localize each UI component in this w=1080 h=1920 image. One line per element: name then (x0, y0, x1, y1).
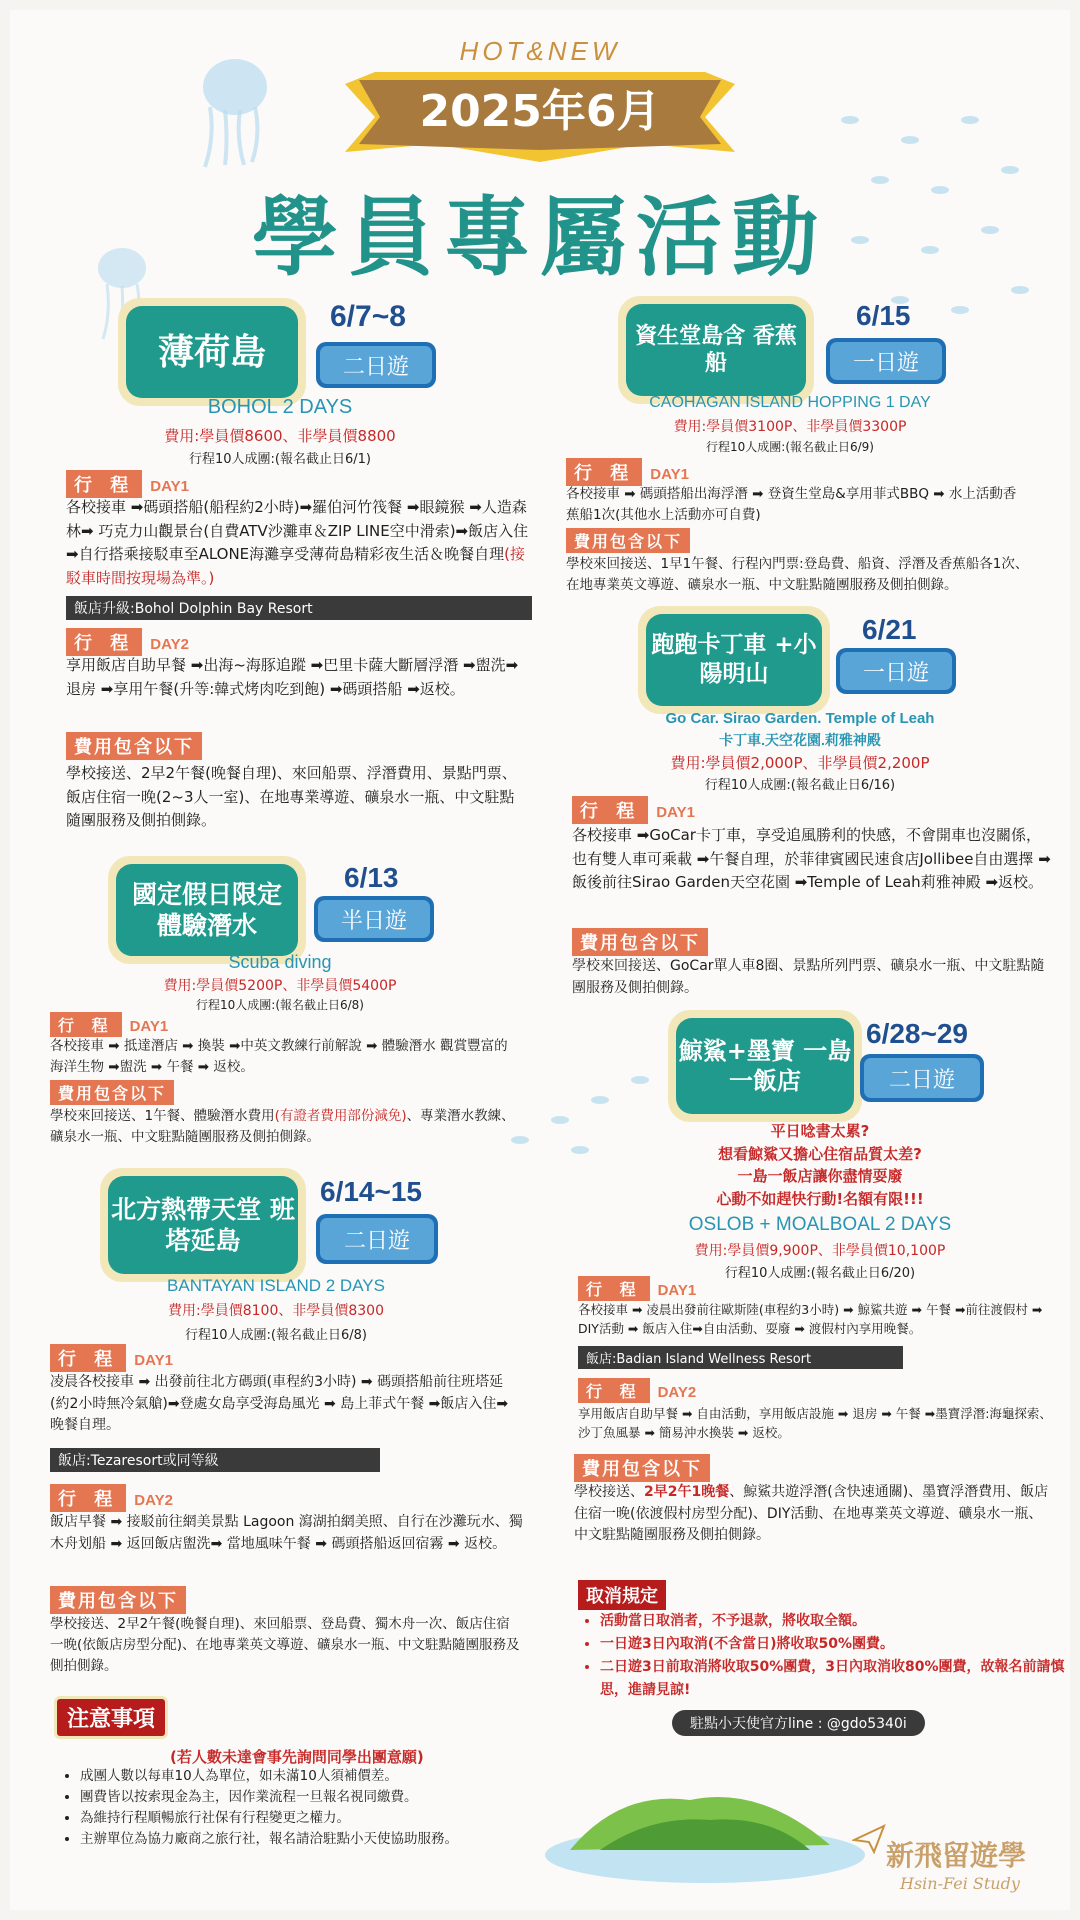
main-title: 學員專屬活動 (252, 188, 828, 288)
activity-note: 行程10人成團:(報名截止日6/8) (185, 1328, 367, 1343)
notice-subtitle: (若人數未達會事先詢問同學出團意願) (170, 1748, 424, 1766)
activity-price: 費用:學員價5200P、非學員價5400P (163, 978, 397, 994)
itinerary-header-day1: 行 程 DAY1 (50, 1012, 168, 1037)
promo-text: 平日唸書太累? 想看鯨鯊又擔心住宿品質太差? 一島一飯店讓你盡情耍廢 心動不如趕快行動!名額有限!!! (716, 1122, 924, 1208)
activity-english-name: BANTAYAN ISLAND 2 DAYS (167, 1276, 385, 1295)
activity-name: 國定假日限定 體驗潛水 (116, 864, 298, 956)
activity-name: 資生堂島含 香蕉船 (626, 304, 806, 396)
activity-english-name: OSLOB + MOALBOAL 2 DAYS (688, 1214, 952, 1235)
list-item: • 為維持行程順暢旅行社保有行程變更之權力。 (80, 1808, 580, 1829)
fee-details: 學校接送、2早2午1晚餐、鯨鯊共遊浮潛(含快速通關)、墨寶浮潛費用、飯店住宿一晚(依渡假村房型分配)、DIY活動、在地專業英文導遊、礦泉水一瓶、中文駐點隨團服務及側拍側錄。 (574, 1484, 1049, 1544)
itinerary-header-day1: 行 程 DAY1 (50, 1344, 173, 1372)
hot-new-label: HOT&NEW (459, 36, 621, 66)
activity-price: 費用:學員價3100P、非學員價3300P (673, 419, 907, 435)
jellyfish-illustration (190, 52, 280, 172)
activity-badge-scuba (108, 856, 306, 964)
list-item: • 團費皆以按索現金為主，因作業流程一旦報名視同繳費。 (80, 1787, 580, 1808)
itinerary-header-day2: 行 程 DAY2 (578, 1378, 696, 1403)
brand-english: Hsin-Fei Study (900, 1874, 1020, 1893)
list-item: • 主辦單位為協力廠商之旅行社，報名請洽駐點小天使協助服務。 (80, 1829, 580, 1850)
itinerary-header-day2: 行 程 DAY2 (66, 628, 189, 656)
activity-english-name: Go Car. Sirao Garden. Temple of Leah (665, 710, 935, 727)
month-title: 2025年6月 (419, 86, 661, 137)
activity-date: 6/7~8 (330, 300, 406, 333)
list-item: • 活動當日取消者，不予退款，將收取全額。 (600, 1610, 1080, 1633)
hotel-bar: 飯店升級:Bohol Dolphin Bay Resort (66, 596, 532, 620)
list-item: • 成團人數以每車10人為單位，如未滿10人須補價差。 (80, 1766, 580, 1787)
fee-header: 費用包含以下 (66, 732, 202, 760)
activity-english-name: CAOHAGAN ISLAND HOPPING 1 DAY (649, 394, 931, 411)
itinerary-tag: 行 程 (66, 470, 142, 498)
activity-name: 薄荷島 (126, 306, 298, 398)
day1-itinerary: 各校接車 ➡碼頭搭船(船程約2小時)➡羅伯河竹筏餐 ➡眼鏡猴 ➡人造森林➡ 巧克力山觀景台(自費ATV沙灘車＆ZIP LINE空中滑索)➡飯店入住 ➡自行搭乘接駁車至ALONE海灘享受薄荷島精彩夜生活＆晚餐自理(接駁車時間按現場為準。) (66, 498, 529, 588)
activity-date: 6/15 (856, 300, 911, 331)
line-id-pill: 駐點小天使官方line : @gdo5340i (672, 1710, 925, 1736)
day2-itinerary: 享用飯店自助早餐 ➡出海~海豚追蹤 ➡巴里卡薩大斷層浮潛 ➡盥洗➡ 退房 ➡享用午餐(升等:韓式烤肉吃到飽) ➡碼頭搭船 ➡返校。 (66, 656, 519, 698)
activity-name: 鯨鯊+墨寶 一島一飯店 (676, 1018, 854, 1114)
day2-itinerary: 飯店早餐 ➡ 接駁前往網美景點 Lagoon 瀉湖拍網美照、自行在沙灘玩水、獨木舟划船 ➡ 返回飯店盥洗➡ 當地風味午餐 ➡ 碼頭搭船返回宿霧 ➡ 返校。 (50, 1514, 523, 1552)
activity-badge-bohol (118, 298, 306, 406)
activity-chinese-subtitle: 卡丁車.天空花園.莉雅神殿 (719, 732, 881, 748)
activity-badge-caohagan (618, 296, 814, 404)
brand-name: 新飛留遊學 (886, 1839, 1027, 1872)
activity-note: 行程10人成團:(報名截止日6/9) (706, 440, 874, 454)
itinerary-header-day2: 行 程 DAY2 (50, 1484, 173, 1512)
trip-type-badge: 二日遊 (316, 342, 436, 388)
fee-header: 費用包含以下 (574, 1454, 710, 1482)
hotel-bar: 飯店:Badian Island Wellness Resort (578, 1346, 903, 1369)
day1-itinerary: 凌晨各校接車 ➡ 出發前往北方碼頭(車程約3小時) ➡ 碼頭搭船前往班塔延(約2小時無冷氣艙)➡登處女島享受海島風光 ➡ 島上菲式午餐 ➡飯店入住➡ 晚餐自理。 (50, 1374, 509, 1434)
trip-type-badge: 二日遊 (860, 1054, 984, 1102)
fee-details: 學校來回接送、1早1午餐、行程內門票:登島費、船資、浮潛及香蕉船各1次、在地專業英文導遊、礦泉水一瓶、中文駐點隨團服務及側拍側錄。 (566, 556, 1029, 593)
activity-date: 6/21 (862, 614, 917, 645)
activity-price: 費用:學員價9,900P、非學員價10,100P (694, 1243, 946, 1259)
activity-badge-gocar (638, 606, 830, 714)
fee-details: 學校來回接送、GoCar單人車8圈、景點所列門票、礦泉水一瓶、中文駐點隨團服務及側拍側錄。 (572, 958, 1045, 996)
activity-english-name: Scuba diving (228, 952, 332, 972)
activity-note: 行程10人成團:(報名截止日6/1) (189, 452, 371, 467)
activity-name: 北方熱帶天堂 班塔延島 (108, 1176, 298, 1274)
day-label: DAY1 (150, 478, 189, 495)
activity-date: 6/28~29 (866, 1018, 968, 1049)
activity-badge-oslob (668, 1010, 862, 1122)
shuttle-note: (接駁車時間按現場為準。) (66, 545, 526, 588)
activity-note: 行程10人成團:(報名截止日6/8) (196, 998, 364, 1012)
activity-name: 跑跑卡丁車 +小陽明山 (646, 614, 822, 706)
fee-header: 費用包含以下 (566, 528, 690, 553)
activity-note: 行程10人成團:(報名截止日6/16) (704, 778, 896, 793)
cancel-policy-title: 取消規定 (578, 1580, 666, 1610)
activity-badge-bantayan (100, 1168, 306, 1282)
notice-title: 注意事項 (54, 1696, 168, 1739)
activity-price: 費用:學員價2,000P、非學員價2,200P (670, 754, 930, 772)
list-item: • 二日遊3日前取消將收取50%團費，3日內取消收80%團費，故報名前請慎思，進請見諒! (600, 1656, 1080, 1702)
cancel-policy-list (570, 1610, 1080, 1702)
plane-logo-icon (852, 1824, 886, 1854)
island-illustration (540, 1770, 870, 1890)
itinerary-header-day1: 行 程 DAY1 (578, 1276, 696, 1301)
day1-itinerary: 各校接車 ➡ 碼頭搭船出海浮潛 ➡ 登資生堂島&享用菲式BBQ ➡ 水上活動香蕉船1次(其他水上活動亦可自費) (566, 486, 1017, 523)
fee-header: 費用包含以下 (50, 1080, 174, 1105)
trip-type-badge: 半日遊 (314, 896, 434, 942)
trip-type-badge: 二日遊 (316, 1214, 438, 1264)
notice-list (40, 1766, 580, 1850)
fee-header: 費用包含以下 (572, 928, 708, 956)
trip-type-badge: 一日遊 (836, 648, 956, 694)
trip-type-badge: 一日遊 (826, 338, 946, 384)
fee-details: 學校來回接送、1午餐、體驗潛水費用(有證者費用部份減免)、專業潛水教練、礦泉水一瓶、中文駐點隨團服務及側拍側錄。 (50, 1108, 515, 1145)
activity-english-name: BOHOL 2 DAYS (207, 396, 353, 418)
activity-price: 費用:學員價8100、非學員價8300 (168, 1303, 384, 1319)
day1-itinerary: 各校接車 ➡ 抵達潛店 ➡ 換裝 ➡中英文教練行前解說 ➡ 體驗潛水 觀賞豐富的海洋生物 ➡盥洗 ➡ 午餐 ➡ 返校。 (50, 1038, 508, 1075)
fee-details: 學校接送、2早2午餐(晚餐自理)、來回船票、登島費、獨木舟一次、飯店住宿一晚(依飯店房型分配)、在地專業英文導遊、礦泉水一瓶、中文駐點隨團服務及側拍側錄。 (50, 1616, 520, 1674)
list-item: • 一日遊3日內取消(不含當日)將收取50%團費。 (600, 1633, 1080, 1656)
itinerary-header-day1: 行 程 DAY1 (566, 458, 689, 486)
itinerary-header-day1 (66, 470, 189, 498)
activity-date: 6/14~15 (320, 1176, 422, 1207)
activity-note: 行程10人成團:(報名截止日6/20) (724, 1266, 916, 1281)
fee-header: 費用包含以下 (50, 1586, 186, 1614)
day1-itinerary: 各校接車 ➡ 凌晨出發前往歐斯陸(車程約3小時) ➡ 鯨鯊共遊 ➡ 午餐 ➡前往渡假村 ➡ DIY活動 ➡ 飯店入住➡自由活動、耍廢 ➡ 渡假村內享用晚餐。 (578, 1302, 1043, 1337)
day1-itinerary: 各校接車 ➡GoCar卡丁車，享受追風勝利的快感，不會開車也沒關係，也有雙人車可乘載 ➡午餐自理，於菲律賓國民速食店Jollibee自由選擇 ➡飯後前往Sirao Garden天空花園 ➡Temple of Leah莉雅神殿 ➡返校。 (572, 826, 1051, 892)
day2-itinerary: 享用飯店自助早餐 ➡ 自由活動，享用飯店設施 ➡ 退房 ➡ 午餐 ➡墨寶浮潛:海龜探索、沙丁魚風暴 ➡ 簡易沖水換裝 ➡ 返校。 (578, 1406, 1052, 1441)
activity-price: 費用:學員價8600、非學員價8800 (164, 427, 396, 445)
hotel-bar: 飯店:Tezaresort或同等級 (50, 1448, 380, 1472)
activity-date: 6/13 (344, 862, 399, 893)
fee-details: 學校接送、2早2午餐(晚餐自理)、來回船票、浮潛費用、景點門票、飯店住宿一晚(2~3人一室)、在地專業導遊、礦泉水一瓶、中文駐點隨團服務及側拍側錄。 (66, 764, 517, 830)
itinerary-header-day1: 行 程 DAY1 (572, 796, 695, 824)
